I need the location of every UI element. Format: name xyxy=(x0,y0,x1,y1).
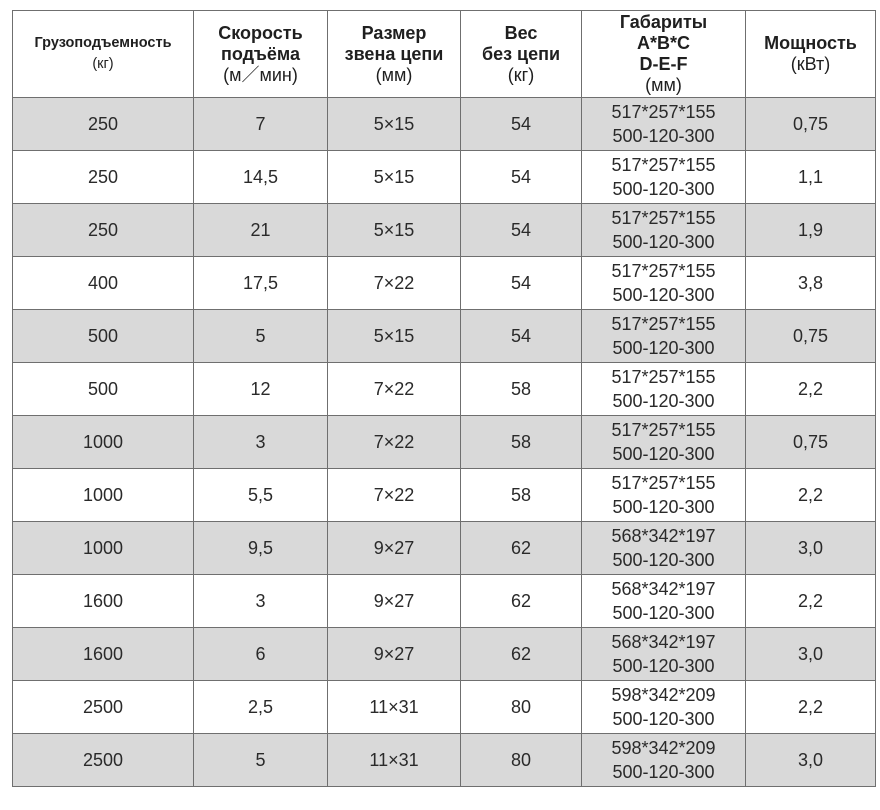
cell-speed: 3 xyxy=(194,416,328,469)
cell-capacity: 250 xyxy=(13,98,194,151)
cell-speed: 14,5 xyxy=(194,151,328,204)
cell-weight: 62 xyxy=(461,628,582,681)
header-speed xyxy=(194,11,328,98)
cell-dimensions xyxy=(582,522,746,575)
table-row xyxy=(13,151,876,204)
cell-power: 1,1 xyxy=(746,151,876,204)
cell-capacity: 400 xyxy=(13,257,194,310)
cell-dimensions xyxy=(582,734,746,787)
header-power xyxy=(746,11,876,98)
cell-dimensions xyxy=(582,416,746,469)
header-capacity-unit: (кг) xyxy=(92,56,114,72)
cell-power: 2,2 xyxy=(746,363,876,416)
cell-dimensions xyxy=(582,469,746,522)
cell-speed: 5 xyxy=(194,310,328,363)
cell-weight: 54 xyxy=(461,310,582,363)
cell-speed: 2,5 xyxy=(194,681,328,734)
cell-dimensions xyxy=(582,310,746,363)
cell-weight: 58 xyxy=(461,416,582,469)
cell-dim2: 500-120-300 xyxy=(612,126,715,146)
table-row xyxy=(13,98,876,151)
cell-weight: 54 xyxy=(461,257,582,310)
cell-chain: 9×27 xyxy=(328,522,461,575)
cell-dim2: 500-120-300 xyxy=(612,656,715,676)
cell-capacity: 2500 xyxy=(13,681,194,734)
cell-chain: 11×31 xyxy=(328,681,461,734)
cell-dim2: 500-120-300 xyxy=(612,391,715,411)
cell-speed: 17,5 xyxy=(194,257,328,310)
cell-chain: 7×22 xyxy=(328,469,461,522)
cell-chain: 5×15 xyxy=(328,310,461,363)
header-capacity-title: Грузоподъемность xyxy=(34,35,172,51)
cell-weight: 58 xyxy=(461,469,582,522)
header-chain-line2: звена цепи xyxy=(344,43,444,64)
spec-table xyxy=(12,10,876,787)
table-row xyxy=(13,681,876,734)
cell-dim1: 517*257*155 xyxy=(611,473,716,493)
cell-power: 0,75 xyxy=(746,98,876,151)
cell-speed: 7 xyxy=(194,98,328,151)
cell-power: 3,8 xyxy=(746,257,876,310)
cell-speed: 5 xyxy=(194,734,328,787)
cell-speed: 5,5 xyxy=(194,469,328,522)
cell-dim1: 517*257*155 xyxy=(611,155,716,175)
cell-dim2: 500-120-300 xyxy=(612,550,715,570)
cell-dim1: 517*257*155 xyxy=(611,420,716,440)
cell-weight: 62 xyxy=(461,575,582,628)
cell-weight: 62 xyxy=(461,522,582,575)
cell-dim1: 568*342*197 xyxy=(611,526,716,546)
header-dimensions-line3: D-E-F xyxy=(639,54,688,74)
cell-power: 3,0 xyxy=(746,522,876,575)
header-weight-unit: (кг) xyxy=(507,64,535,85)
table-row xyxy=(13,628,876,681)
cell-weight: 80 xyxy=(461,734,582,787)
cell-capacity: 1000 xyxy=(13,469,194,522)
header-speed-line2: подъёма xyxy=(220,43,301,64)
cell-dim2: 500-120-300 xyxy=(612,232,715,252)
table-row xyxy=(13,416,876,469)
cell-power: 2,2 xyxy=(746,681,876,734)
header-weight xyxy=(461,11,582,98)
cell-chain: 5×15 xyxy=(328,151,461,204)
table-body xyxy=(13,98,876,787)
cell-dim1: 598*342*209 xyxy=(611,685,716,705)
cell-chain: 7×22 xyxy=(328,363,461,416)
table-row xyxy=(13,469,876,522)
cell-power: 3,0 xyxy=(746,734,876,787)
cell-power: 1,9 xyxy=(746,204,876,257)
table-row xyxy=(13,204,876,257)
cell-dimensions xyxy=(582,628,746,681)
cell-chain: 5×15 xyxy=(328,204,461,257)
table-row xyxy=(13,310,876,363)
header-dimensions-line1: Габариты xyxy=(619,12,708,32)
cell-weight: 54 xyxy=(461,204,582,257)
cell-dim1: 568*342*197 xyxy=(611,632,716,652)
cell-capacity: 500 xyxy=(13,363,194,416)
cell-capacity: 500 xyxy=(13,310,194,363)
cell-dim1: 517*257*155 xyxy=(611,261,716,281)
cell-weight: 58 xyxy=(461,363,582,416)
cell-dimensions xyxy=(582,204,746,257)
cell-capacity: 2500 xyxy=(13,734,194,787)
cell-dim1: 517*257*155 xyxy=(611,314,716,334)
cell-speed: 9,5 xyxy=(194,522,328,575)
table-row xyxy=(13,363,876,416)
header-chain xyxy=(328,11,461,98)
header-dimensions-line2: A*B*C xyxy=(636,33,690,53)
cell-dim1: 517*257*155 xyxy=(611,367,716,387)
cell-dim2: 500-120-300 xyxy=(612,497,715,517)
cell-chain: 9×27 xyxy=(328,575,461,628)
cell-dim2: 500-120-300 xyxy=(612,762,715,782)
header-dimensions-unit: (мм) xyxy=(645,75,682,95)
cell-chain: 11×31 xyxy=(328,734,461,787)
cell-dimensions xyxy=(582,98,746,151)
header-speed-unit: (м／мин) xyxy=(223,64,298,85)
header-capacity xyxy=(13,11,194,98)
header-power-unit: (кВт) xyxy=(790,54,831,74)
cell-capacity: 250 xyxy=(13,151,194,204)
header-weight-line1: Вес xyxy=(504,22,538,43)
cell-power: 0,75 xyxy=(746,310,876,363)
cell-dim2: 500-120-300 xyxy=(612,338,715,358)
cell-dim2: 500-120-300 xyxy=(612,444,715,464)
cell-speed: 12 xyxy=(194,363,328,416)
cell-dimensions xyxy=(582,575,746,628)
table-row xyxy=(13,734,876,787)
cell-dim1: 598*342*209 xyxy=(611,738,716,758)
cell-capacity: 1600 xyxy=(13,628,194,681)
cell-weight: 80 xyxy=(461,681,582,734)
cell-dim1: 517*257*155 xyxy=(611,208,716,228)
cell-weight: 54 xyxy=(461,98,582,151)
cell-dim2: 500-120-300 xyxy=(612,179,715,199)
cell-power: 2,2 xyxy=(746,575,876,628)
cell-capacity: 1600 xyxy=(13,575,194,628)
header-chain-line1: Размер xyxy=(361,22,427,43)
cell-speed: 3 xyxy=(194,575,328,628)
cell-chain: 5×15 xyxy=(328,98,461,151)
cell-dim1: 517*257*155 xyxy=(611,102,716,122)
header-dimensions xyxy=(582,11,746,98)
cell-dimensions xyxy=(582,257,746,310)
cell-power: 2,2 xyxy=(746,469,876,522)
header-row xyxy=(13,11,876,98)
cell-dimensions xyxy=(582,681,746,734)
cell-power: 3,0 xyxy=(746,628,876,681)
table-row xyxy=(13,522,876,575)
cell-chain: 7×22 xyxy=(328,257,461,310)
table-row xyxy=(13,575,876,628)
header-weight-line2: без цепи xyxy=(481,43,561,64)
cell-speed: 21 xyxy=(194,204,328,257)
cell-chain: 7×22 xyxy=(328,416,461,469)
cell-dimensions xyxy=(582,151,746,204)
header-speed-line1: Скорость xyxy=(218,22,303,43)
header-chain-unit: (мм) xyxy=(375,64,413,85)
cell-capacity: 250 xyxy=(13,204,194,257)
cell-power: 0,75 xyxy=(746,416,876,469)
cell-speed: 6 xyxy=(194,628,328,681)
cell-chain: 9×27 xyxy=(328,628,461,681)
cell-capacity: 1000 xyxy=(13,522,194,575)
table-row xyxy=(13,257,876,310)
cell-weight: 54 xyxy=(461,151,582,204)
cell-dim2: 500-120-300 xyxy=(612,285,715,305)
cell-dim2: 500-120-300 xyxy=(612,603,715,623)
cell-capacity: 1000 xyxy=(13,416,194,469)
cell-dimensions xyxy=(582,363,746,416)
table-header xyxy=(13,11,876,98)
header-power-title: Мощность xyxy=(764,33,857,53)
cell-dim2: 500-120-300 xyxy=(612,709,715,729)
cell-dim1: 568*342*197 xyxy=(611,579,716,599)
